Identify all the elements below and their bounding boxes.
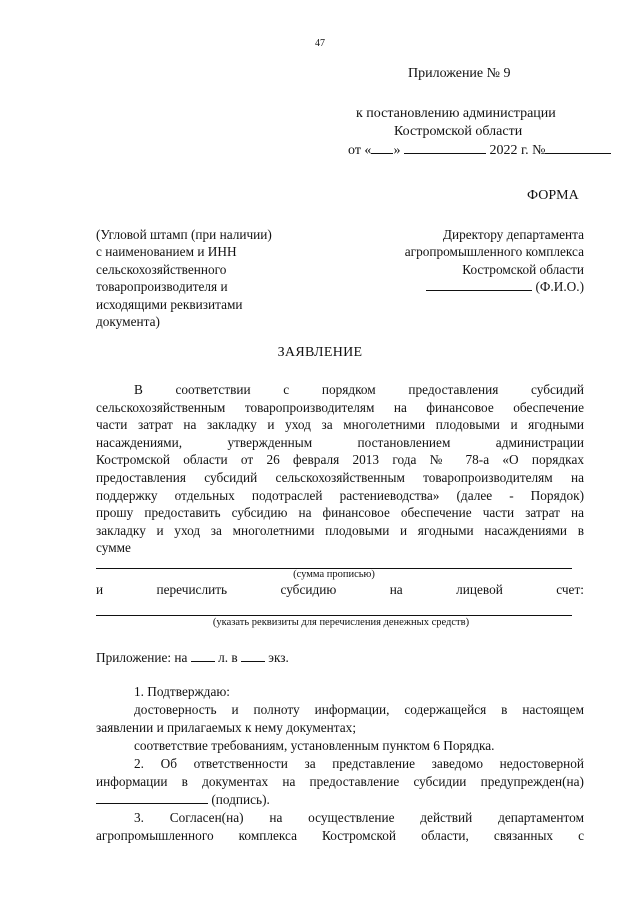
date-year: 2022 г. № [489,143,546,158]
document-title: ЗАЯВЛЕНИЕ [277,345,363,360]
transfer-word: лицевой [456,582,503,597]
stamp-line: документа) [96,314,160,330]
transfer-word: на [389,582,403,597]
paragraph-line: Костромской области от 26 февраля 2013 года № 78-а «О порядках [96,452,584,468]
date-mid: » [393,143,401,158]
page-number: 47 [315,38,325,49]
fio-label: (Ф.И.О.) [535,279,584,295]
form-label: ФОРМА [527,188,579,203]
stamp-line: сельскохозяйственного [96,261,227,277]
fio-blank [426,279,532,291]
transfer-row [96,582,584,598]
paragraph-line: поддержку отдельных подотраслей растениеводства» (далее - Порядок) [96,487,584,503]
addressee-line: Костромской области [462,261,584,277]
corner-stamp-block [96,226,272,330]
transfer-word: субсидию [280,582,337,597]
responsibility-line: 2. Об ответственности за представление заведомо недостоверной [134,756,584,771]
addressee-line: агропромышленного комплекса [404,244,584,260]
appendix-number: Приложение № 9 [408,66,511,81]
number-field [545,142,611,154]
ordinance-reference: к постановлению администрации [356,106,556,121]
confirmation-section [96,683,584,845]
signature-line [96,791,584,809]
enclosure-mid: л. в [218,650,238,665]
addressee-line: Директору департамента [442,227,584,242]
addressee-fio-line [340,278,584,295]
copies-field [241,650,265,662]
confirm-item-1-cont: заявлении и прилагаемых к нему документах; [96,720,357,735]
transfer-word: и [96,582,104,597]
paragraph-line: сумме [96,540,131,556]
main-paragraph [96,381,584,557]
confirm-heading: 1. Подтверждаю: [134,684,230,699]
ordinance-region: Костромской области [394,124,523,139]
sum-in-words-caption: (сумма прописью) [293,569,375,580]
stamp-line: исходящими реквизитами [96,296,243,312]
paragraph-line: В соответствии с порядком предоставления субсидий [134,382,584,397]
stamp-line: с наименованием и ИНН [96,244,237,260]
sheets-field [191,650,215,662]
enclosure-suffix: экз. [268,650,289,665]
enclosure-line [96,650,289,666]
paragraph-line: части затрат на закладку и уход за многолетними плодовыми и ягодными [96,417,584,433]
transfer-word: перечислить [156,582,228,597]
consent-line-cont: агропромышленного комплекса Костромской области, связанных с [96,828,584,843]
signature-blank [96,792,208,804]
paragraph-line: прошу предоставить субсидию на финансовое обеспечение части затрат на [96,505,584,521]
day-field [371,142,393,154]
paragraph-line: насаждениями, утвержденным постановлением администрации [96,434,584,450]
enclosure-prefix: Приложение: на [96,650,188,665]
confirm-item-1: достоверность и полноту информации, содержащейся в настоящем [134,702,584,717]
confirm-item-2: соответствие требованиям, установленным пунктом 6 Порядка. [134,738,495,753]
addressee-block [340,226,584,296]
stamp-line: товаропроизводителя и [96,279,228,295]
date-prefix: от « [348,143,372,158]
stamp-line: (Угловой штамп (при наличии) [96,227,272,242]
ordinance-date-line [348,142,611,159]
month-field [404,142,486,154]
requisites-caption: (указать реквизиты для перечисления денежных средств) [212,617,470,628]
paragraph-line: сельскохозяйственным товаропроизводителям на финансовое обеспечение [96,399,584,415]
requisites-line [96,615,572,616]
responsibility-line-cont: информации в документах на предоставление субсидии предупрежден(на) [96,774,584,789]
paragraph-line: закладку и уход за многолетними плодовыми и ягодными насаждениями в [96,522,584,538]
signature-label: (подпись). [211,792,270,807]
consent-line: 3. Согласен(на) на осуществление действий департаментом [134,810,584,825]
transfer-word: счет: [556,582,584,597]
paragraph-line: предоставления субсидий сельскохозяйственным товаропроизводителям на [96,469,584,485]
